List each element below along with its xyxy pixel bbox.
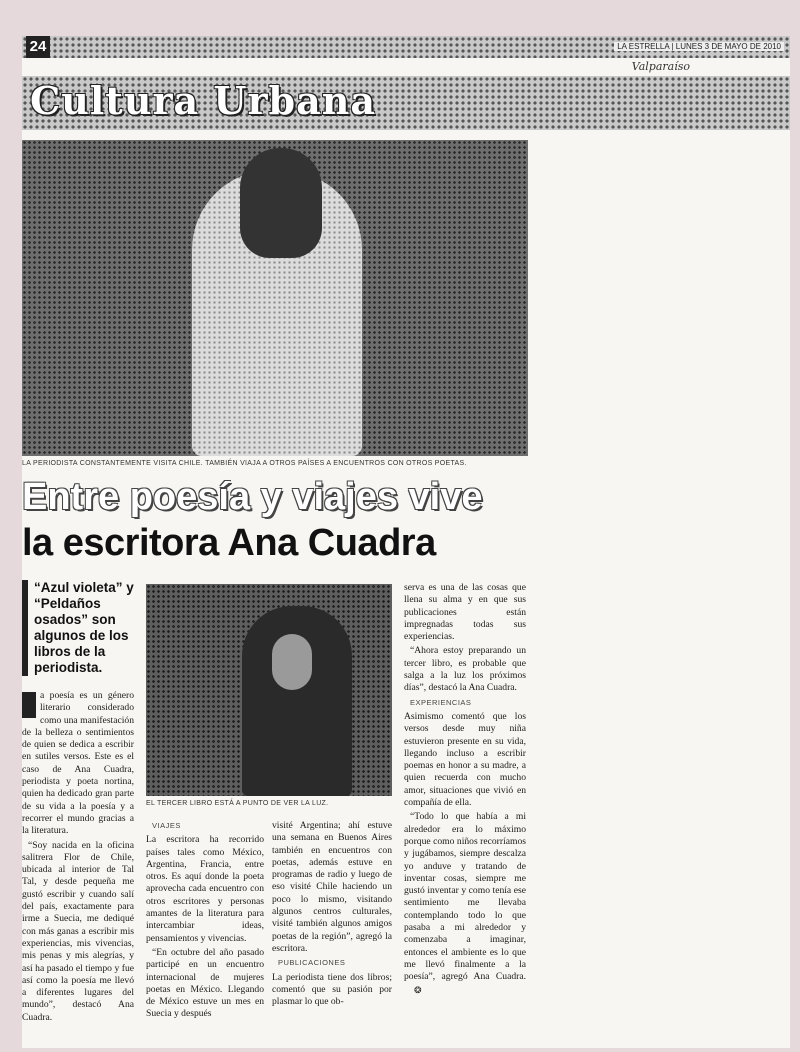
paragraph: “Soy nacida en la oficina salitrera Flor de Chile, ubicada al interior de Tal Tal, y desde pequeña me gustó escribir y cuando salí del país, exactamente para irme a Suecia, me dediqué con más ganas a escribir mis experiencias, mis vivencias, mis penas y mis alegrías, y así ha pasado el tiempo y fue así como la poesía me llevó a diferentes lugares del mundo”, destacó Ana Cuadra. bbox=[22, 839, 134, 1023]
paragraph: a poesía es un género literario considerado como una manifestación de la belleza o sentimientos de quien se dedica a escribir en sutiles versos. Este es el caso de Ana Cuadra, periodista y poeta nortina, quien ha dedicado gran parte de su vida a la poesía y a recorrer el mundo gracias a la literatura. bbox=[22, 690, 134, 837]
paragraph bbox=[404, 811, 526, 996]
main-photo bbox=[22, 140, 528, 456]
main-photo-caption: LA PERIODISTA CONSTANTEMENTE VISITA CHILE. TAMBIÉN VIAJA A OTROS PAÍSES A ENCUENTROS CON OTROS POETAS. bbox=[22, 460, 467, 467]
article-column-3 bbox=[272, 820, 392, 1010]
paragraph: Asimismo comentó que los versos desde muy niña estuvieron presente en su vida, llegando incluso a escribir poemas en honor a su madre, a quien recuerda con mucho amor, situaciones que vivió en compañía de ella. bbox=[404, 710, 526, 809]
paragraph: serva es una de las cosas que llena su alma y en que sus publicaciones están impregnadas todas sus experiencias. bbox=[404, 582, 526, 643]
second-photo bbox=[146, 584, 392, 796]
subhead-publicaciones: PUBLICACIONES bbox=[278, 958, 346, 968]
deck-summary: “Azul violeta” y “Peldaños osados” son algunos de los libros de la periodista. bbox=[22, 580, 152, 676]
photo-figure-head bbox=[240, 148, 322, 258]
drop-cap-l bbox=[22, 692, 36, 718]
subhead-viajes: VIAJES bbox=[152, 821, 181, 830]
subhead-experiencias: EXPERIENCIAS bbox=[410, 697, 472, 707]
paragraph-text: “Todo lo que había a mi alrededor era lo máximo porque como niños recorríamos y jugábamos, siempre descalza yo anduve y tratando de inventar cosas, siempre me gustó inventar y como tenía ese sentimiento me llevaba contemplando todo lo que pasaba a mi alrededor y comenzaba a imaginar, entonces el ambiente es lo que me llevó finalmente a la poesía”, agregó Ana Cuadra. bbox=[404, 811, 526, 983]
article-column-4 bbox=[404, 582, 526, 999]
article-column-1 bbox=[22, 690, 134, 1026]
photo-face bbox=[272, 634, 312, 690]
end-mark-icon: ❂ bbox=[414, 984, 422, 995]
headline-line-1: Entre poesía y viajes vive bbox=[22, 476, 483, 518]
handwritten-note: Valparaíso bbox=[631, 60, 690, 73]
second-photo-caption: EL TERCER LIBRO ESTÁ A PUNTO DE VER LA LUZ. bbox=[146, 800, 329, 807]
newspaper-page bbox=[22, 36, 790, 1048]
paragraph: La escritora ha recorrido países tales como México, Argentina, Francia, entre otros. Es aquí donde la poeta aprovecha cada encuentro con otros escritores y personas amantes de la literatura para intercambiar ideas, pensamientos y vivencias. bbox=[146, 834, 264, 944]
article-column-2 bbox=[146, 820, 264, 1023]
section-banner bbox=[22, 76, 790, 130]
headline bbox=[22, 472, 528, 576]
headline-line-2: la escritora Ana Cuadra bbox=[22, 522, 436, 564]
paragraph: “Ahora estoy preparando un tercer libro, es probable que salga a la luz los próximos días”, destacó la Ana Cuadra. bbox=[404, 645, 526, 694]
top-bar bbox=[22, 36, 790, 58]
paragraph: visité Argentina; ahí estuve una semana en Buenos Aires también en encuentros con poetas, además estuve en programas de radio y luego de eso visité Chile haciendo un poco lo mismo, visitando algunos centros culturales, visité también algunos amigos poetas de la región”, agregó la escritora. bbox=[272, 820, 392, 954]
issue-line: LA ESTRELLA | LUNES 3 DE MAYO DE 2010 bbox=[614, 42, 784, 51]
paragraph: La periodista tiene dos libros; comentó que su pasión por plasmar lo que ob- bbox=[272, 971, 392, 1008]
section-title: Cultura Urbana bbox=[30, 78, 376, 123]
page-number: 24 bbox=[26, 36, 50, 58]
paragraph: “En octubre del año pasado participé en un encuentro internacional de mujeres poetas en México. Llegando de México estuve un mes en Suecia y después bbox=[146, 946, 264, 1020]
